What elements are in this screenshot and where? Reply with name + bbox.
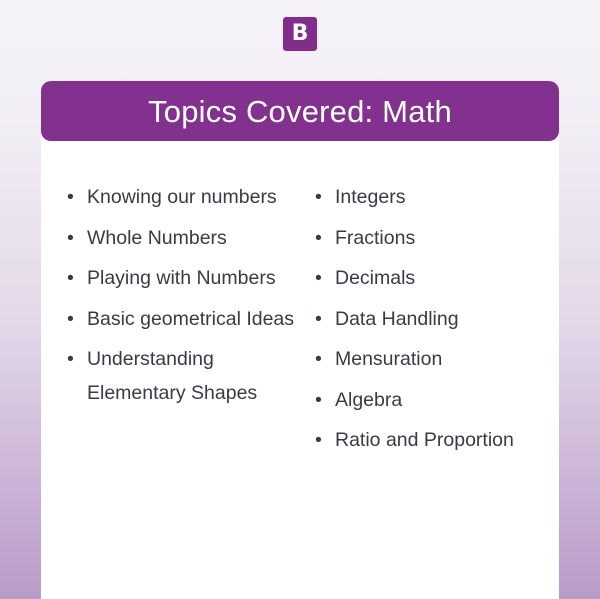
list-item: • Basic geometrical Ideas: [67, 303, 297, 337]
list-item: • Playing with Numbers: [67, 262, 297, 296]
list-item: • Algebra: [315, 384, 545, 418]
list-item: • Integers: [315, 181, 545, 215]
list-item: • Decimals: [315, 262, 545, 296]
list-item: • Mensuration: [315, 343, 545, 377]
list-item: • Understanding Elementary Shapes: [67, 343, 297, 410]
topic-list-left: [67, 181, 297, 417]
list-item: • Whole Numbers: [67, 222, 297, 256]
topic-list-right: [315, 181, 545, 465]
list-item: • Ratio and Proportion: [315, 424, 545, 458]
brand-logo: [283, 17, 317, 51]
list-item: • Fractions: [315, 222, 545, 256]
list-item: • Data Handling: [315, 303, 545, 337]
list-item: • Knowing our numbers: [67, 181, 297, 215]
logo-letter: B: [291, 20, 309, 46]
card-title: Topics Covered: Math: [148, 93, 452, 129]
topics-card: [41, 81, 559, 599]
card-header: [41, 81, 559, 141]
